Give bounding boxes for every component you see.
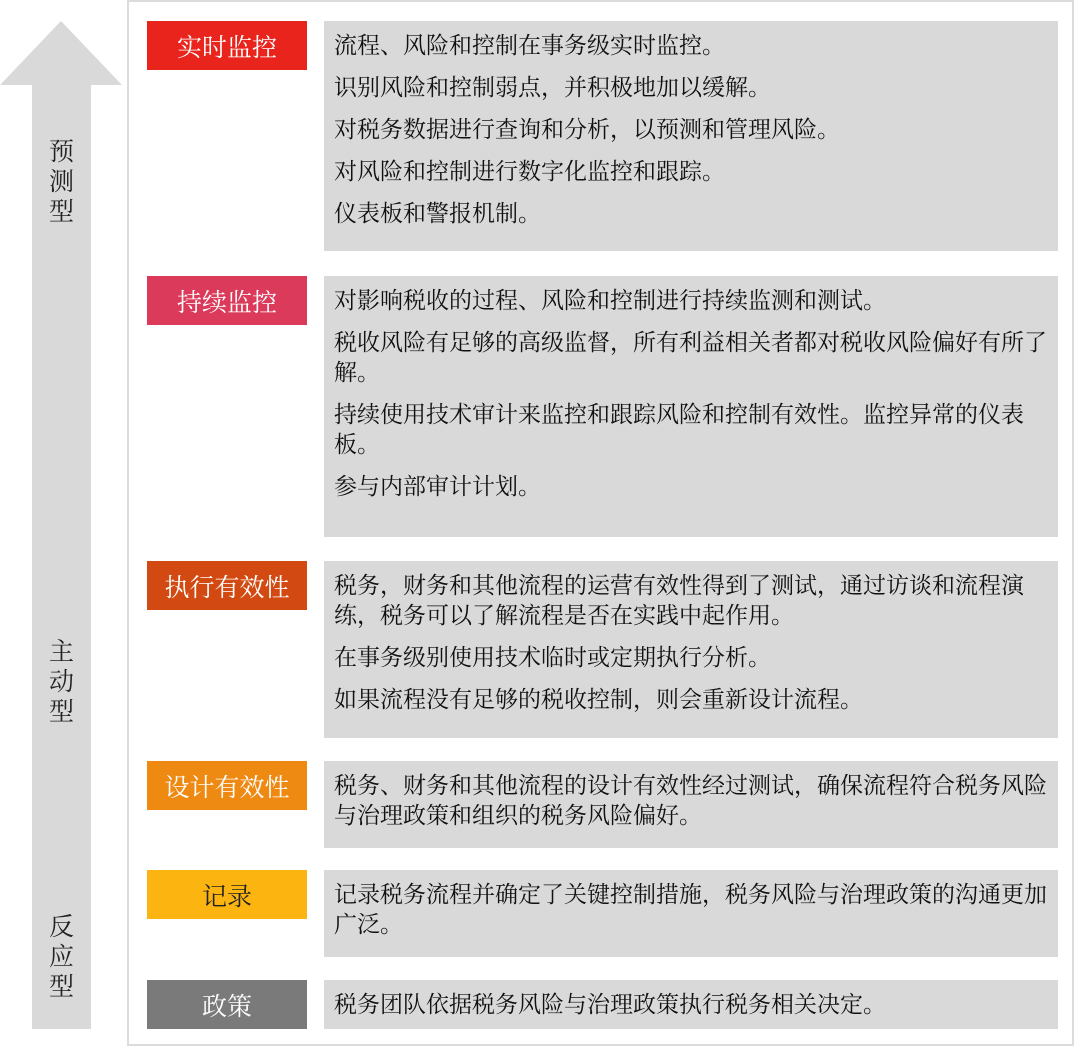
axis-char: 型 <box>48 197 74 226</box>
axis-char: 预 <box>48 137 74 166</box>
tag-continuous-monitoring: 持续监控 <box>147 276 307 325</box>
tag-policy: 政策 <box>147 980 307 1029</box>
desc-item: 记录税务流程并确定了关键控制措施，税务风险与治理政策的沟通更加广泛。 <box>334 882 1047 938</box>
desc-item: 持续使用技术审计来监控和跟踪风险和控制有效性。监控异常的仪表板。 <box>334 402 1024 458</box>
axis-label-reactive <box>32 912 91 1002</box>
desc-item: 流程、风险和控制在事务级实时监控。 <box>334 33 725 59</box>
desc-operating-effectiveness <box>324 561 1058 738</box>
desc-item: 税务，财务和其他流程的运营有效性得到了测试，通过访谈和流程演练，税务可以了解流程是否在实践中起作用。 <box>334 573 1024 629</box>
axis-char: 应 <box>48 942 74 971</box>
desc-item: 对税务数据进行查询和分析，以预测和管理风险。 <box>334 117 840 143</box>
desc-item: 对影响税收的过程、风险和控制进行持续监测和测试。 <box>334 288 886 314</box>
tag-design-effectiveness: 设计有效性 <box>147 761 307 810</box>
desc-item: 参与内部审计计划。 <box>334 474 541 500</box>
desc-item: 对风险和控制进行数字化监控和跟踪。 <box>334 159 725 185</box>
desc-item: 在事务级别使用技术临时或定期执行分析。 <box>334 645 771 671</box>
tag-realtime-monitoring: 实时监控 <box>147 21 307 70</box>
desc-item: 税务团队依据税务风险与治理政策执行税务相关决定。 <box>334 992 886 1018</box>
desc-item: 如果流程没有足够的税收控制，则会重新设计流程。 <box>334 687 863 713</box>
desc-continuous-monitoring <box>324 276 1058 537</box>
desc-item: 仪表板和警报机制。 <box>334 201 541 227</box>
axis-char: 测 <box>48 167 74 196</box>
desc-item: 识别风险和控制弱点，并积极地加以缓解。 <box>334 75 771 101</box>
desc-item: 税务、财务和其他流程的设计有效性经过测试，确保流程符合税务风险与治理政策和组织的税务风险偏好。 <box>334 773 1047 829</box>
desc-design-effectiveness <box>324 761 1058 848</box>
axis-char: 型 <box>48 972 74 1001</box>
axis-char: 反 <box>48 912 74 941</box>
axis-label-predictive <box>32 137 91 227</box>
tag-operating-effectiveness: 执行有效性 <box>147 561 307 610</box>
desc-policy <box>324 980 1058 1029</box>
desc-item: 税收风险有足够的高级监督，所有利益相关者都对税收风险偏好有所了解。 <box>334 330 1047 386</box>
tag-documentation: 记录 <box>147 870 307 919</box>
desc-documentation <box>324 870 1058 957</box>
axis-label-proactive <box>32 637 91 727</box>
desc-realtime-monitoring <box>324 21 1058 251</box>
axis-char: 主 <box>48 637 74 666</box>
axis-char: 动 <box>48 667 74 696</box>
axis-char: 型 <box>48 697 74 726</box>
arrow-up-head <box>0 21 122 85</box>
